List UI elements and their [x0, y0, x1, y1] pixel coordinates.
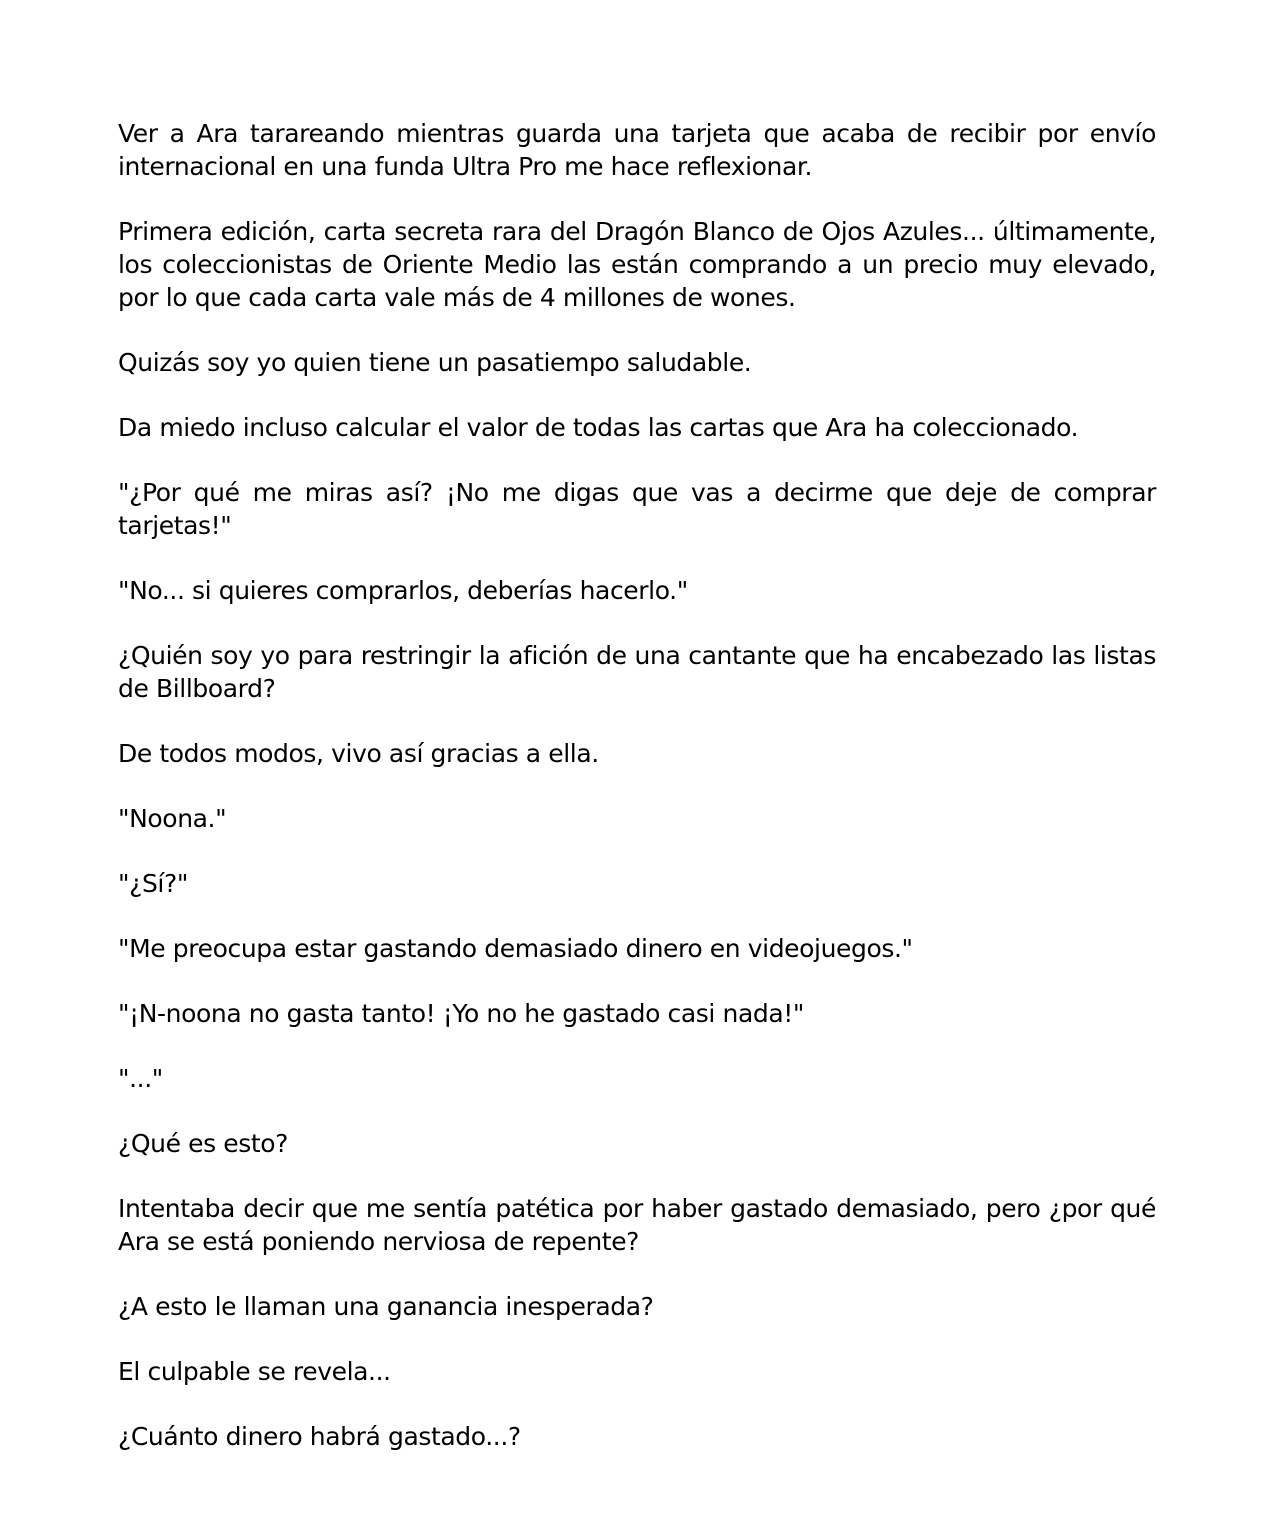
paragraph: "No... si quieres comprarlos, deberías hacerlo." — [118, 576, 688, 605]
paragraph: ¿A esto le llaman una ganancia inesperada? — [118, 1292, 654, 1321]
document-page — [118, 117, 1156, 1453]
paragraph: Ver a Ara tarareando mientras guarda una tarjeta que acaba de recibir por envío internacional en una funda Ultra Pro me hace reflexionar. — [118, 119, 1156, 181]
paragraph: Intentaba decir que me sentía patética por haber gastado demasiado, pero ¿por qué Ara se está poniendo nerviosa de repente? — [118, 1194, 1156, 1256]
paragraph: "¿Sí?" — [118, 869, 188, 898]
paragraph: ¿Qué es esto? — [118, 1129, 289, 1158]
paragraph: ¿Quién soy yo para restringir la afición de una cantante que ha encabezado las listas de Billboard? — [118, 641, 1156, 703]
paragraph: "Noona." — [118, 804, 227, 833]
paragraph: "¡N-noona no gasta tanto! ¡Yo no he gastado casi nada!" — [118, 999, 804, 1028]
paragraph: Primera edición, carta secreta rara del Dragón Blanco de Ojos Azules... últimamente, los coleccionistas de Oriente Medio las están comprando a un precio muy elevado, por lo que cada carta vale más de 4 millones de wones. — [118, 217, 1156, 312]
paragraph: Da miedo incluso calcular el valor de todas las cartas que Ara ha coleccionado. — [118, 413, 1079, 442]
paragraph: De todos modos, vivo así gracias a ella. — [118, 739, 599, 768]
paragraph: Quizás soy yo quien tiene un pasatiempo saludable. — [118, 348, 752, 377]
paragraph: "¿Por qué me miras así? ¡No me digas que vas a decirme que deje de comprar tarjetas!" — [118, 478, 1156, 540]
paragraph: ¿Cuánto dinero habrá gastado...? — [118, 1422, 521, 1451]
paragraph: El culpable se revela... — [118, 1357, 391, 1386]
paragraph: "Me preocupa estar gastando demasiado dinero en videojuegos." — [118, 934, 913, 963]
paragraph: "..." — [118, 1064, 163, 1093]
